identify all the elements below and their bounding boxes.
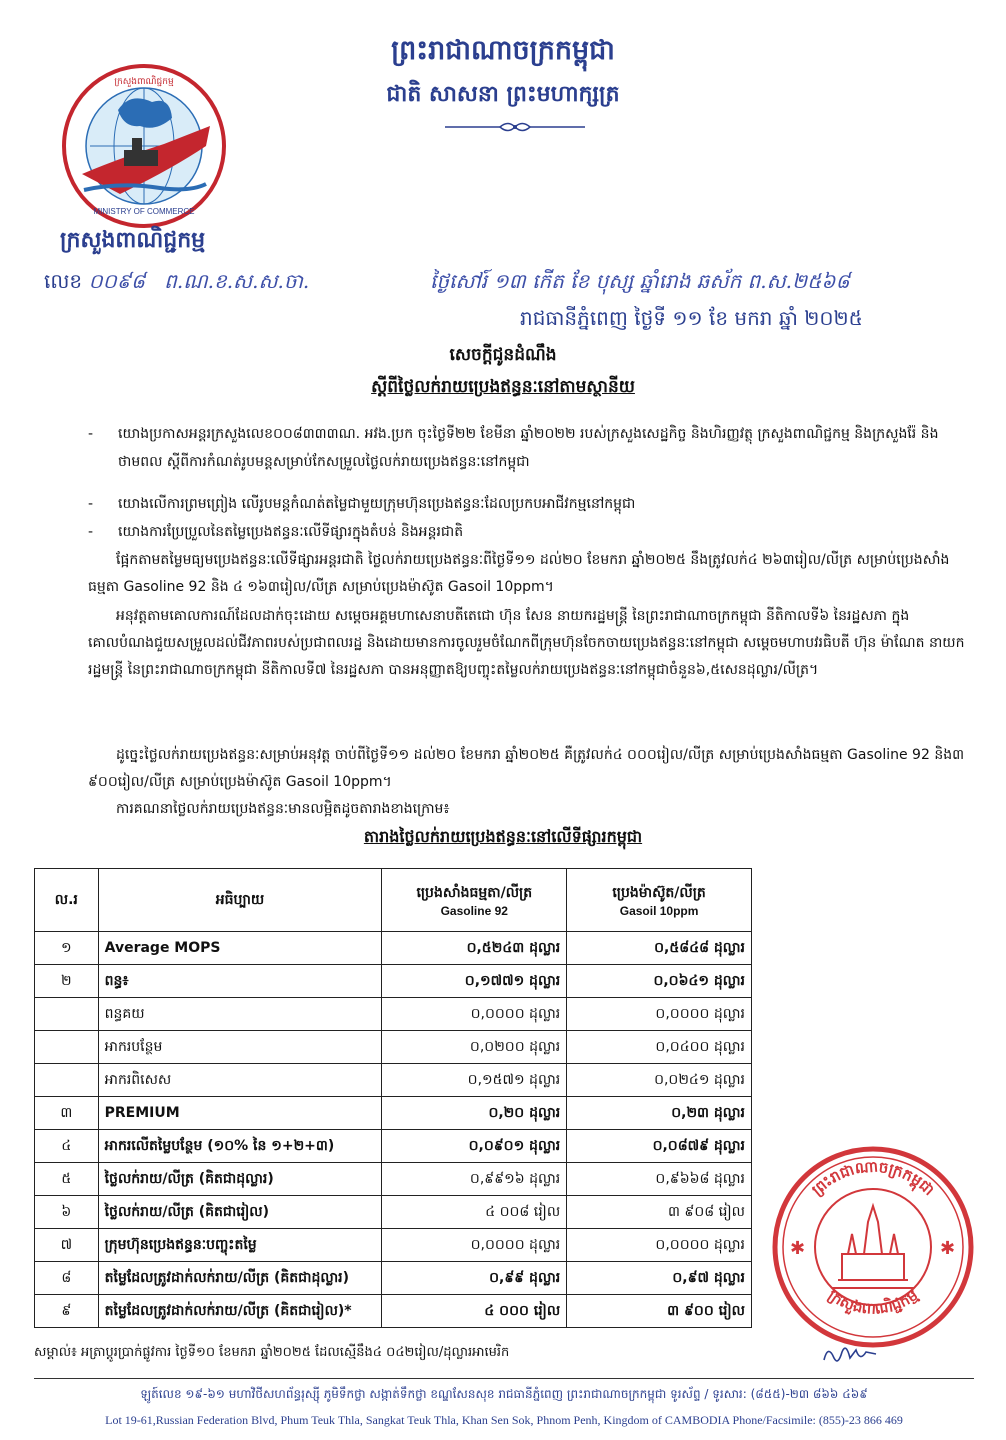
reference-no: ០០៩៨ xyxy=(88,269,146,293)
footer-address-kh: ឡូត៍លេខ ១៩-៦១ មហាវិថីសហព័ន្ធរុស្ស៊ី ភូមិទឹកថ្លា សង្កាត់ទឹកថ្លា ខណ្ឌសែនសុខ រាជធានីភ្នំពេញ ព្រះរាជាណាចក្រកម្ពុជា ទូរស័ព្ទ / ទូរសារ: (៨៥៥)-២៣ ៨៦៦ ៤៦៩ xyxy=(140,1387,868,1401)
reference-label: លេខ xyxy=(44,269,83,293)
table-row: ៨ តម្លៃដែលត្រូវដាក់លក់រាយ/លីត្រ (គិតជាដុល្លារ) ០,៩៩ ដុល្លារ ០,៩៧ ដុល្លារ xyxy=(35,1262,752,1295)
table-row: ១ Average MOPS ០,៥២៤៣ ដុល្លារ ០,៥៨៤៨ ដុល្លារ xyxy=(35,932,752,965)
table-row: ៥ ថ្លៃលក់រាយ/លីត្រ (គិតជាដុល្លារ) ០,៩៩១៦ ដុល្លារ ០,៩៦៦៨ ដុល្លារ xyxy=(35,1163,752,1196)
ministry-name: ក្រសួងពាណិជ្ជកម្ម xyxy=(60,228,206,253)
table-row: ពន្ធគយ ០,០០០០ ដុល្លារ ០,០០០០ ដុល្លារ xyxy=(35,998,752,1031)
kingdom-heading: ព្រះរាជាណាចក្រកម្ពុជា xyxy=(391,35,615,66)
body-paragraph-3: ដូច្នេះថ្លៃលក់រាយប្រេងឥន្ធនៈសម្រាប់អនុវត្ត ចាប់ពីថ្ងៃទី១១ ដល់២០ ខែមករា ឆ្នាំ២០២៥ គឺត្រូវលក់៤ ០០០រៀល/លីត្រ សម្រាប់ប្រេងសាំងធម្មតា Gasoline 92 និង៣ ៩០០រៀល/លីត្រ សម្រាប់ប្រេងម៉ាស៊ូត Gasoil 10ppm។ xyxy=(88,747,965,790)
reference-bullet-3: - យោងការប្រែប្រួលនៃតម្លៃប្រេងឥន្ធនៈលើទីផ្សារក្នុងតំបន់ និងអន្តរជាតិ xyxy=(88,524,464,540)
header-no: ល.រ xyxy=(35,869,99,932)
table-header-row xyxy=(35,869,752,932)
body-paragraph-1: ផ្អែកតាមតម្លៃមធ្យមប្រេងឥន្ធនៈលើទីផ្សារអន្តរជាតិ ថ្លៃលក់រាយប្រេងឥន្ធនៈពីថ្ងៃទី១១ ដល់២០ ខែមករា ឆ្នាំ២០២៥ នឹងត្រូវលក់៤ ២៦៣រៀល/លីត្រ សម្រាប់ប្រេងសាំងធម្មតា Gasoline 92 និង ៤ ១៦៣រៀល/លីត្រ សម្រាប់ប្រេងម៉ាស៊ូត Gasoil 10ppm។ xyxy=(88,552,950,595)
stamp-text: ព្រះរាជាណាចក្រកម្ពុជា xyxy=(808,1157,938,1200)
notice-subject: ស្តីពីថ្លៃលក់រាយប្រេងឥន្ធនៈនៅតាមស្ថានីយ xyxy=(371,377,635,397)
table-row: ៣ PREMIUM ០,២០ ដុល្លារ ០,២៣ ដុល្លារ xyxy=(35,1097,752,1130)
reference-bullet-1: - យោងប្រកាសអន្តរក្រសួងលេខ០០៨៣៣៣ណ. អវង.ប្រក ចុះថ្ងៃទី២២ ខែមីនា ឆ្នាំ២០២២ របស់ក្រសួងសេដ្ឋកិច្ច និងហិរញ្ញវត្ថុ ក្រសួងពាណិជ្ជកម្ម និងក្រសួងរ៉ែ និងថាមពល ស្តីពីការកំណត់រូបមន្តសម្រាប់កែសម្រួលថ្លៃលក់រាយប្រេងឥន្ធនៈនៅកម្ពុជា xyxy=(88,426,939,470)
header-gasoil: ប្រេងម៉ាស៊ូត/លីត្រ Gasoil 10ppm xyxy=(567,869,752,932)
stamp-ministry: ក្រសួងពាណិជ្ជកម្ម xyxy=(824,1285,922,1318)
fuel-price-table xyxy=(34,868,752,1328)
reference-code: ព.ណ.ខ.ស.ស.ចា. xyxy=(164,269,310,293)
ministry-logo-icon xyxy=(60,62,228,230)
table-row: ២ ពន្ធ៖ ០,១៧៧១ ដុល្លារ ០,០៦៤១ ដុល្លារ xyxy=(35,965,752,998)
table-row: ៩ តម្លៃដែលត្រូវដាក់លក់រាយ/លីត្រ (គិតជារៀល)* ៤ ០០០ រៀល ៣ ៩០០ រៀល xyxy=(35,1295,752,1328)
body-paragraph-2: អនុវត្តតាមគោលការណ៍ដែលដាក់ចុះដោយ សម្តេចអគ្គមហាសេនាបតីតេជោ ហ៊ុន សែន នាយករដ្ឋមន្ត្រី នៃព្រះរាជាណាចក្រកម្ពុជា នីតិកាលទី៦ នៃរដ្ឋសភា ក្នុងគោលបំណងជួយសម្រួលដល់ជីវភាពរបស់ប្រជាពលរដ្ឋ និងដោយមានការចូលរួមចំណែកពីក្រុមហ៊ុនចែកចាយប្រេងឥន្ធនៈនៅកម្ពុជា សម្តេចមហាបវរធិបតី ហ៊ុន ម៉ាណែត នាយករដ្ឋមន្ត្រី នៃព្រះរាជាណាចក្រកម្ពុជា នីតិកាលទី៧ នៃរដ្ឋសភា បានអនុញ្ញាតឱ្យបញ្ចុះតម្លៃលក់រាយប្រេងឥន្ធនៈនៅកម្ពុជាចំនួន៦,៥សេនដុល្លារ/លីត្រ។ xyxy=(88,608,965,678)
place-date: រាជធានីភ្នំពេញ ថ្ងៃទី ១១ ខែ មករា ឆ្នាំ ២០២៥ xyxy=(520,306,863,330)
table-row: ៦ ថ្លៃលក់រាយ/លីត្រ (គិតជារៀល) ៤ ០០៨ រៀល ៣ ៩០៨ រៀល xyxy=(35,1196,752,1229)
logo-text: MINISTRY OF COMMERCE xyxy=(93,207,195,216)
table-row: ៧ ក្រុមហ៊ុនប្រេងឥន្ធនៈបញ្ចុះតម្លៃ ០,០០០០ ដុល្លារ ០,០០០០ ដុល្លារ xyxy=(35,1229,752,1262)
header-description: អធិប្បាយ xyxy=(98,869,382,932)
lunar-date: ថ្ងៃសៅរ៍ ១៣ កើត ខែ បុស្ស ឆ្នាំរោង ឆស័ក ព.ស.២៥៦៨ xyxy=(430,269,850,293)
header-gasoline: ប្រេងសាំងធម្មតា/លីត្រ Gasoline 92 xyxy=(382,869,567,932)
table-row: អាករពិសេស ០,១៥៧១ ដុល្លារ ០,០២៤១ ដុល្លារ xyxy=(35,1064,752,1097)
body-paragraph-4: ការគណនាថ្លៃលក់រាយប្រេងឥន្ធនៈមានលម្អិតដូចតារាងខាងក្រោម៖ xyxy=(116,801,450,817)
national-motto: ជាតិ សាសនា ព្រះមហាក្សត្រ xyxy=(386,82,620,107)
table-row: ៤ អាករលើតម្លៃបន្ថែម (១០% នៃ ១+២+៣) ០,០៩០១ ដុល្លារ ០,០៨៧៩ ដុល្លារ xyxy=(35,1130,752,1163)
official-stamp-icon xyxy=(768,1142,978,1352)
svg-text:✱: ✱ xyxy=(790,1238,806,1259)
svg-text:✱: ✱ xyxy=(940,1238,956,1259)
ornament-divider-icon xyxy=(440,120,590,134)
svg-text:ក្រសួងពាណិជ្ជកម្ម xyxy=(825,1286,922,1318)
footer-divider xyxy=(34,1378,974,1379)
exchange-rate-note: សម្គាល់៖ អត្រាប្តូរប្រាក់ផ្លូវការ ថ្ងៃទី១០ ខែមករា ឆ្នាំ២០២៥ ដែលស្មើនឹង៤ ០៤២រៀល/ដុល្លារអាមេរិក xyxy=(34,1345,510,1360)
svg-text:ព្រះរាជាណាចក្រកម្ពុជា xyxy=(808,1157,938,1199)
footer-address-en: Lot 19-61,Russian Federation Blvd, Phum Teuk Thla, Sangkat Teuk Thla, Khan Sen Sok, Phnom Penh, Kingdom of CAMBODIA Phone/Facsimile: (855)-23 866 469 xyxy=(105,1413,903,1427)
reference-number xyxy=(44,268,309,298)
reference-bullet-2: - យោងលើការព្រមព្រៀង លើរូបមន្តកំណត់តម្លៃជាមួយក្រុមហ៊ុនប្រេងឥន្ធនៈដែលប្រកបអាជីវកម្មនៅកម្ពុជា xyxy=(88,496,636,512)
svg-text:ក្រសួងពាណិជ្ជកម្ម: ក្រសួងពាណិជ្ជកម្ម xyxy=(114,77,174,87)
table-title: តារាងថ្លៃលក់រាយប្រេងឥន្ធនៈនៅលើទីផ្សារកម្ពុជា xyxy=(363,827,643,846)
table-row: អាករបន្ថែម ០,០២០០ ដុល្លារ ០,០៤០០ ដុល្លារ xyxy=(35,1031,752,1064)
signature-icon xyxy=(820,1340,880,1368)
notice-title: សេចក្តីជូនដំណឹង xyxy=(449,345,557,365)
